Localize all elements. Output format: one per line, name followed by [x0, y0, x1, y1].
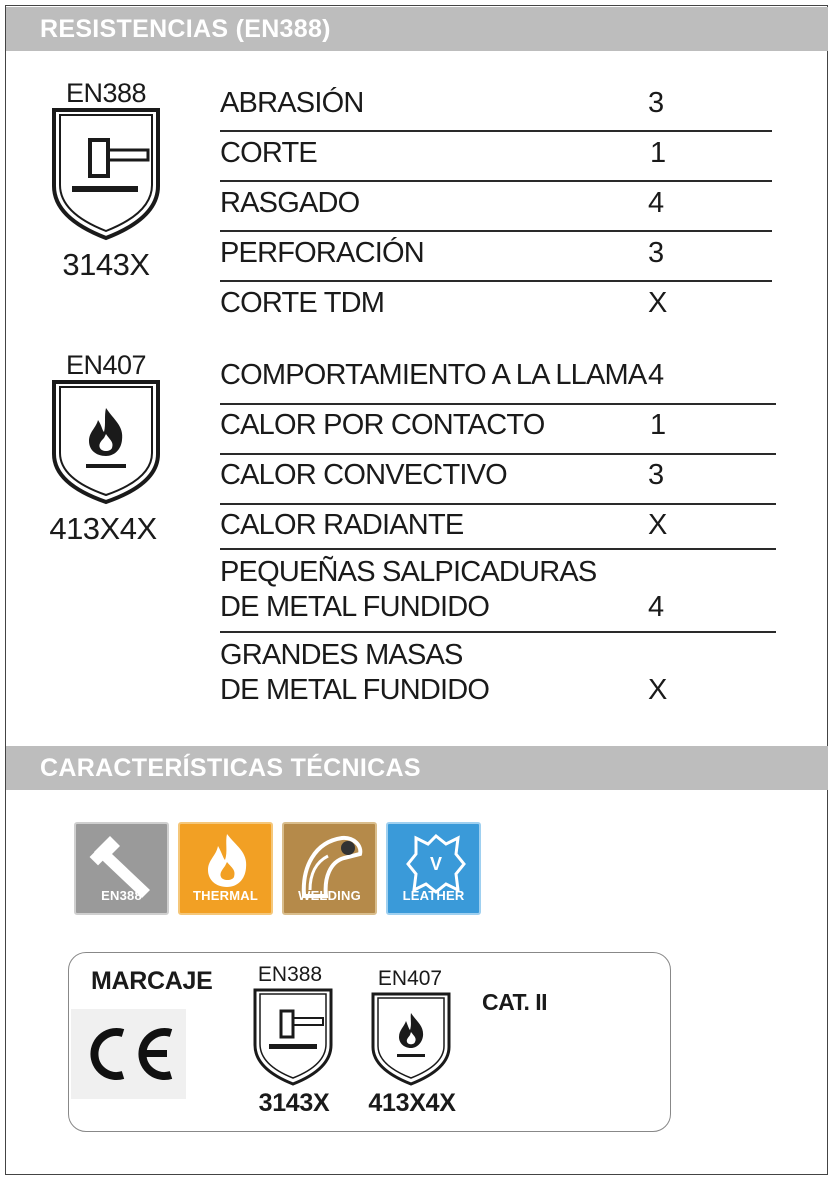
- mini-en388-rating: 3143X: [258, 1089, 330, 1117]
- mini-en388-shield-icon: [249, 987, 337, 1087]
- marcaje-title: MARCAJE: [91, 967, 213, 995]
- badge-label: WELDING: [298, 888, 361, 903]
- badge-leather: [386, 822, 481, 915]
- row-label: GRANDES MASAS: [220, 639, 463, 671]
- mini-en407-code: EN407: [377, 967, 443, 990]
- en407-shield-icon: [44, 378, 168, 508]
- row-divider: [220, 503, 776, 505]
- en407-code: EN407: [65, 350, 147, 380]
- section-header-caracteristicas: CARACTERÍSTICAS TÉCNICAS: [6, 746, 828, 790]
- row-value: 4: [648, 359, 664, 391]
- ce-mark: [71, 1009, 186, 1099]
- badge-label: LEATHER: [402, 888, 465, 903]
- row-label: COMPORTAMIENTO A LA LLAMA: [220, 359, 647, 391]
- row-value: 4: [648, 187, 664, 219]
- row-value: 1: [650, 137, 666, 169]
- row-divider: [220, 130, 772, 132]
- mini-en407-shield-icon: [367, 991, 455, 1087]
- row-label: RASGADO: [220, 187, 360, 219]
- row-value: X: [648, 509, 667, 541]
- row-divider: [220, 403, 776, 405]
- row-value: 3: [648, 237, 664, 269]
- en407-rating: 413X4X: [49, 511, 157, 546]
- en407-table: [220, 358, 776, 714]
- row-label: ABRASIÓN: [220, 87, 364, 119]
- row-label: CALOR CONVECTIVO: [220, 459, 507, 491]
- mini-en407-rating: 413X4X: [368, 1089, 456, 1117]
- row-label: CORTE TDM: [220, 287, 385, 319]
- row-value: X: [648, 674, 667, 706]
- badge-thermal: [178, 822, 273, 915]
- row-divider: [220, 280, 772, 282]
- row-value: 1: [650, 409, 666, 441]
- badge-welding: [282, 822, 377, 915]
- row-divider: [220, 230, 772, 232]
- row-divider: [220, 548, 776, 550]
- row-divider: [220, 180, 772, 182]
- row-value: 3: [648, 459, 664, 491]
- ce-mark-icon: [71, 1009, 186, 1099]
- category-label: CAT. II: [482, 989, 548, 1015]
- row-label: CALOR POR CONTACTO: [220, 409, 545, 441]
- en388-code: EN388: [65, 78, 147, 108]
- svg-text:V: V: [429, 854, 443, 874]
- badge-en388: [74, 822, 169, 915]
- mini-en388-code: EN388: [257, 963, 323, 986]
- en388-rating: 3143X: [62, 247, 150, 282]
- row-label: CALOR RADIANTE: [220, 509, 464, 541]
- section-header-resistencias: RESISTENCIAS (EN388): [6, 7, 828, 51]
- row-label: CORTE: [220, 137, 317, 169]
- row-value: 3: [648, 87, 664, 119]
- row-label: DE METAL FUNDIDO: [220, 674, 490, 706]
- en388-shield-icon: [44, 106, 168, 246]
- row-label: DE METAL FUNDIDO: [220, 591, 490, 623]
- badge-label: EN388: [101, 888, 142, 903]
- row-value: 4: [648, 591, 664, 623]
- row-label: PERFORACIÓN: [220, 237, 424, 269]
- badge-label: THERMAL: [193, 888, 258, 903]
- en388-table: [220, 86, 772, 326]
- en407-shield-block: [44, 352, 168, 547]
- row-value: X: [648, 287, 667, 319]
- marcaje-box: [68, 952, 671, 1132]
- row-divider: [220, 453, 776, 455]
- en388-shield-block: [44, 80, 168, 283]
- row-label: PEQUEÑAS SALPICADURAS: [220, 556, 597, 588]
- row-divider: [220, 631, 776, 633]
